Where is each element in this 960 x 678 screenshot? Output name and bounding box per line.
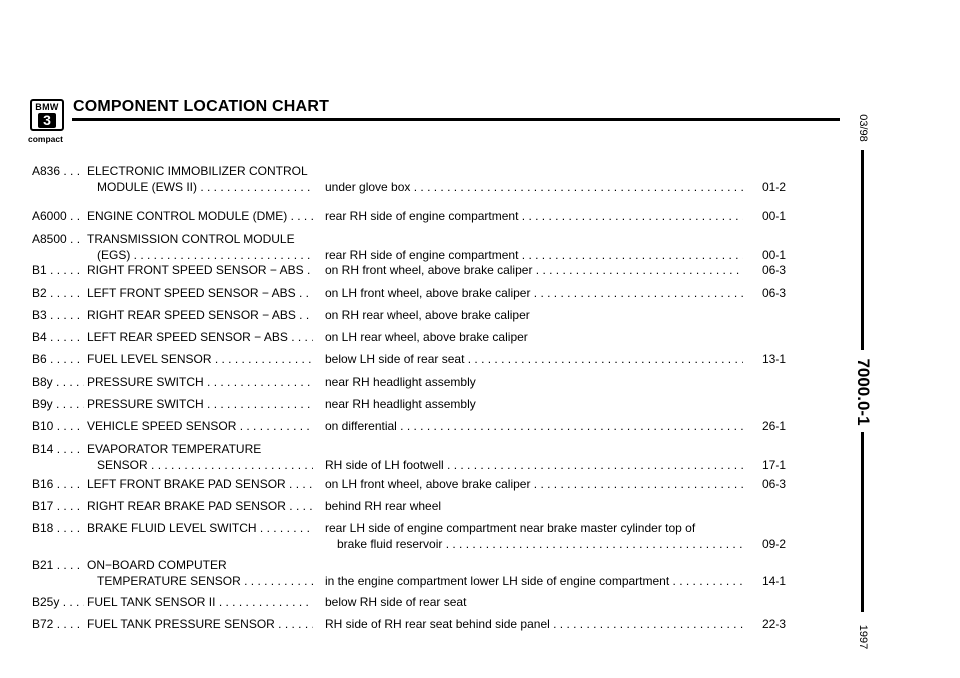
table-row: [0, 329, 840, 345]
component-location: rear RH side of engine compartment . . .: [325, 208, 743, 224]
component-name: ELECTRONIC IMMOBILIZER CONTROL: [87, 164, 308, 178]
component-code: B9y . . .: [32, 396, 84, 412]
component-code: B25y . . .: [32, 594, 84, 610]
component-name: FUEL LEVEL SENSOR . . .: [87, 351, 313, 367]
component-name: LEFT FRONT SPEED SENSOR − ABS . . .: [87, 285, 313, 301]
component-code: B72 . . .: [32, 616, 84, 632]
component-name: LEFT REAR SPEED SENSOR − ABS . . .: [87, 329, 313, 345]
repair-group: 09-2: [762, 537, 787, 551]
component-code: B16 . . .: [32, 476, 84, 492]
component-location: near RH headlight assembly: [325, 397, 476, 411]
component-location: on differential . . .: [325, 418, 743, 434]
table-row: [0, 520, 840, 552]
component-name: ON−BOARD COMPUTER: [87, 558, 227, 572]
side-margin: [848, 0, 878, 678]
component-code: B2 . . .: [32, 285, 84, 301]
component-location: on LH front wheel, above brake caliper . . .: [325, 285, 743, 301]
component-code: B18 . . .: [32, 520, 84, 536]
repair-group: 14-1: [762, 574, 787, 588]
bmw-3-compact-logo: [28, 99, 68, 144]
component-name: FUEL TANK SENSOR II . . .: [87, 594, 313, 610]
component-name: PRESSURE SWITCH . . .: [87, 374, 313, 390]
table-row: [0, 557, 840, 589]
table-row: [0, 396, 840, 412]
component-name: EVAPORATOR TEMPERATURE: [87, 442, 262, 456]
component-location: near RH headlight assembly: [325, 375, 476, 389]
table-row: [0, 262, 840, 278]
logo-word: BMW: [35, 102, 59, 112]
component-location: rear LH side of engine compartment near brake master cylinder top of: [325, 521, 696, 535]
component-code: A6000 . . .: [32, 208, 84, 224]
component-name: LEFT FRONT BRAKE PAD SENSOR . . .: [87, 476, 313, 492]
side-year: 1997: [857, 624, 869, 650]
component-code: B10 . . .: [32, 418, 84, 434]
table-row: [0, 498, 840, 514]
component-code: B4 . . .: [32, 329, 84, 345]
component-location: in the engine compartment lower LH side of engine compartment . . .: [325, 573, 743, 589]
component-location: under glove box . . .: [325, 179, 743, 195]
repair-group: 22-3: [762, 617, 787, 631]
repair-group: 00-1: [762, 248, 787, 262]
component-location: behind RH rear wheel: [325, 499, 442, 513]
component-name: VEHICLE SPEED SENSOR . . .: [87, 418, 313, 434]
table-row: [0, 351, 840, 367]
side-rule-upper: [861, 150, 864, 350]
table-row: [0, 231, 840, 263]
component-name: PRESSURE SWITCH . . .: [87, 396, 313, 412]
bmw-badge-icon: [30, 99, 64, 131]
logo-number: 3: [38, 113, 56, 128]
component-name: FUEL TANK PRESSURE SENSOR . . .: [87, 616, 313, 632]
logo-subtitle: compact: [28, 134, 63, 144]
table-row: [0, 441, 840, 473]
component-location: on RH front wheel, above brake caliper . . .: [325, 262, 743, 278]
repair-group: 13-1: [762, 352, 787, 366]
component-name: BRAKE FLUID LEVEL SWITCH . . .: [87, 520, 313, 536]
component-code: B3 . . .: [32, 307, 84, 323]
side-date: 03/98: [857, 114, 869, 142]
component-code: B21 . . .: [32, 557, 84, 573]
component-location: on RH rear wheel, above brake caliper: [325, 308, 530, 322]
component-name: ENGINE CONTROL MODULE (DME) . . .: [87, 208, 313, 224]
component-code: B6 . . .: [32, 351, 84, 367]
table-row: [0, 208, 840, 224]
side-rule-lower: [861, 432, 864, 612]
component-code: B17 . . .: [32, 498, 84, 514]
component-location: RH side of LH footwell . . .: [325, 457, 743, 473]
title-rule: [72, 118, 840, 121]
table-row: [0, 163, 840, 195]
component-location: on LH rear wheel, above brake caliper: [325, 330, 528, 344]
component-location: RH side of RH rear seat behind side panel . . .: [325, 616, 743, 632]
component-name: RIGHT REAR BRAKE PAD SENSOR . . .: [87, 498, 313, 514]
table-row: [0, 307, 840, 323]
component-name: RIGHT FRONT SPEED SENSOR − ABS . . .: [87, 262, 313, 278]
repair-group: 06-3: [762, 477, 787, 491]
component-location: on LH front wheel, above brake caliper . . .: [325, 476, 743, 492]
table-row: [0, 616, 840, 632]
component-name: RIGHT REAR SPEED SENSOR − ABS . . .: [87, 307, 313, 323]
repair-group: 17-1: [762, 458, 787, 472]
component-code: B1 . . .: [32, 262, 84, 278]
side-page-code: 7000.0-1: [854, 358, 873, 426]
table-row: [0, 374, 840, 390]
repair-group: 00-1: [762, 209, 787, 223]
component-name: TEMPERATURE SENSOR . . .: [97, 573, 313, 589]
component-code: B14 . . .: [32, 441, 84, 457]
component-code: A8500 . . .: [32, 231, 84, 247]
repair-group: 06-3: [762, 263, 787, 277]
repair-group: 26-1: [762, 419, 787, 433]
repair-group: 06-3: [762, 286, 787, 300]
component-name: MODULE (EWS II) . . .: [97, 179, 313, 195]
page-title: COMPONENT LOCATION CHART: [73, 98, 330, 115]
table-row: [0, 476, 840, 492]
component-name: SENSOR . . .: [97, 457, 313, 473]
component-location: brake fluid reservoir . . .: [337, 536, 743, 552]
component-name: TRANSMISSION CONTROL MODULE: [87, 232, 295, 246]
table-row: [0, 285, 840, 301]
table-row: [0, 594, 840, 610]
table-row: [0, 418, 840, 434]
component-location: below LH side of rear seat . . .: [325, 351, 743, 367]
component-location: rear RH side of engine compartment . . .: [325, 247, 743, 263]
repair-group: 01-2: [762, 180, 787, 194]
component-name: (EGS) . . .: [97, 247, 313, 263]
component-code: B8y . . .: [32, 374, 84, 390]
component-code: A836 . . .: [32, 163, 84, 179]
component-location: below RH side of rear seat: [325, 595, 467, 609]
